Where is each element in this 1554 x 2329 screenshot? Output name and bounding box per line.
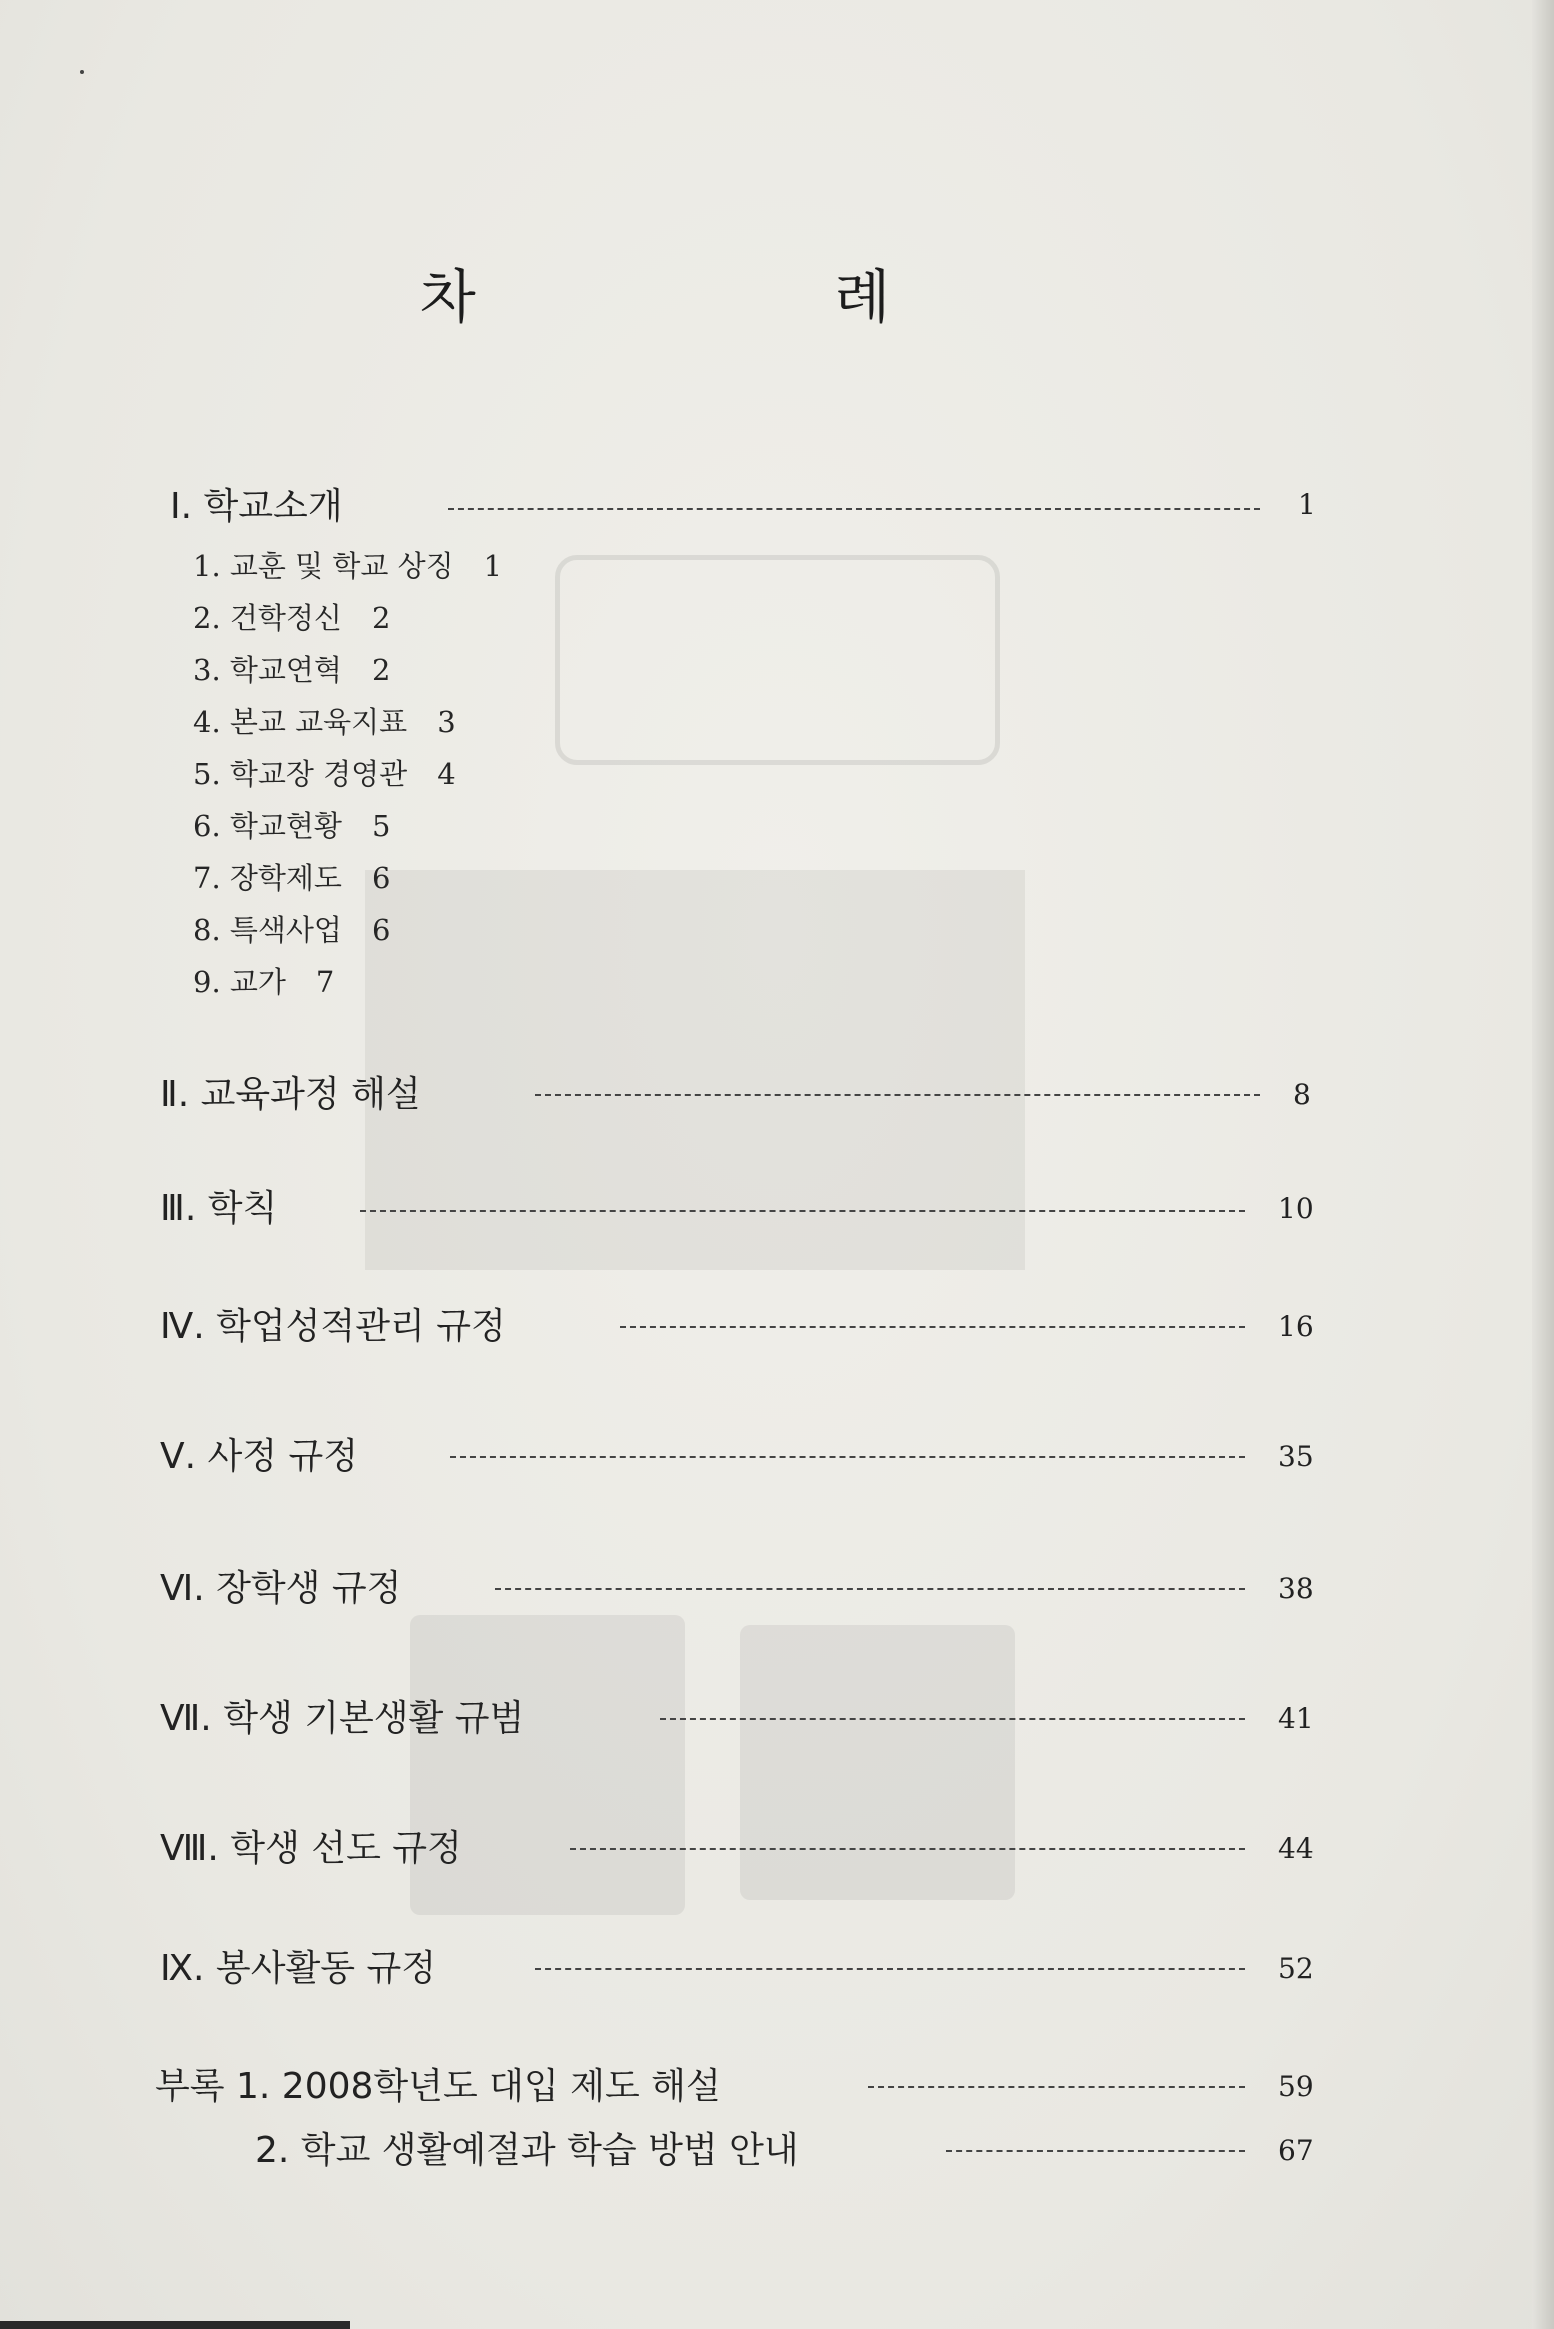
toc-subsection-5: 5. 학교장 경영관 4 bbox=[193, 757, 456, 791]
dot-leader bbox=[660, 1718, 1245, 1720]
toc-subsection-6: 6. 학교현황 5 bbox=[193, 809, 391, 843]
toc-section-9: Ⅸ. 봉사활동 규정 bbox=[160, 1948, 437, 1989]
toc-subsection-3: 3. 학교연혁 2 bbox=[193, 653, 391, 687]
toc-page-number: 38 bbox=[1278, 1572, 1314, 1605]
toc-section-1: Ⅰ. 학교소개 bbox=[170, 486, 343, 527]
toc-subsection-7: 7. 장학제도 6 bbox=[193, 861, 391, 895]
dot-leader bbox=[535, 1094, 1260, 1096]
page-spine-shadow bbox=[1532, 0, 1554, 2329]
page-title: 차 례 bbox=[419, 263, 1061, 331]
dust-speck bbox=[80, 70, 84, 74]
dot-leader bbox=[868, 2086, 1245, 2088]
toc-appendix-1: 부록 1. 2008학년도 대입 제도 해설 bbox=[155, 2066, 721, 2107]
dot-leader bbox=[535, 1968, 1245, 1970]
toc-subsection-2: 2. 건학정신 2 bbox=[193, 601, 391, 635]
toc-section-8: Ⅷ. 학생 선도 규정 bbox=[160, 1828, 462, 1869]
scan-edge bbox=[0, 2321, 350, 2329]
toc-page-number: 52 bbox=[1278, 1952, 1314, 1985]
toc-page-number: 41 bbox=[1278, 1702, 1314, 1735]
toc-section-6: Ⅵ. 장학생 규정 bbox=[160, 1568, 402, 1609]
toc-section-4: Ⅳ. 학업성적관리 규정 bbox=[160, 1306, 506, 1347]
toc-page-number: 10 bbox=[1278, 1192, 1314, 1225]
toc-subsection-8: 8. 특색사업 6 bbox=[193, 913, 391, 947]
toc-page-number: 1 bbox=[1298, 488, 1316, 521]
bleed-through-box bbox=[555, 555, 1000, 765]
toc-page-number: 67 bbox=[1278, 2134, 1314, 2167]
bleed-through-photo bbox=[740, 1625, 1015, 1900]
dot-leader bbox=[620, 1326, 1245, 1328]
toc-appendix-2: 2. 학교 생활예절과 학습 방법 안내 bbox=[255, 2130, 799, 2171]
toc-subsection-4: 4. 본교 교육지표 3 bbox=[193, 705, 456, 739]
toc-page-number: 59 bbox=[1278, 2070, 1314, 2103]
toc-subsection-9: 9. 교가 7 bbox=[193, 965, 335, 999]
dot-leader bbox=[448, 508, 1260, 510]
toc-section-5: Ⅴ. 사정 규정 bbox=[160, 1436, 359, 1477]
dot-leader bbox=[570, 1848, 1245, 1850]
toc-section-2: Ⅱ. 교육과정 해설 bbox=[160, 1074, 421, 1115]
toc-page-number: 16 bbox=[1278, 1310, 1314, 1343]
dot-leader bbox=[360, 1210, 1245, 1212]
toc-section-3: Ⅲ. 학칙 bbox=[160, 1188, 278, 1229]
toc-page-number: 35 bbox=[1278, 1440, 1314, 1473]
toc-subsection-1: 1. 교훈 및 학교 상징 1 bbox=[193, 549, 503, 583]
toc-page-number: 44 bbox=[1278, 1832, 1314, 1865]
dot-leader bbox=[495, 1588, 1245, 1590]
dot-leader bbox=[946, 2150, 1245, 2152]
toc-page-number: 8 bbox=[1293, 1078, 1311, 1111]
toc-section-7: Ⅶ. 학생 기본생활 규범 bbox=[160, 1698, 525, 1739]
dot-leader bbox=[450, 1456, 1245, 1458]
